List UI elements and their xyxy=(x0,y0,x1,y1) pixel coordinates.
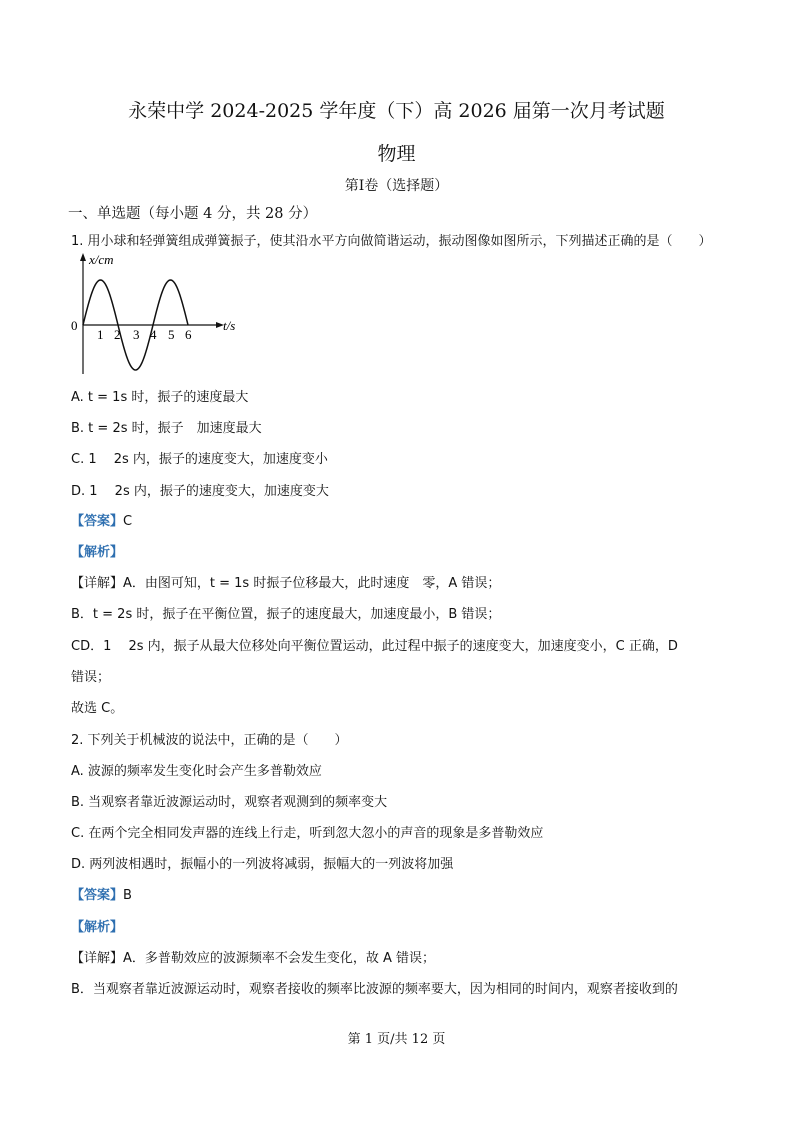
q2-answer-tag: 【答案】 xyxy=(71,888,124,903)
q1-answer: C xyxy=(123,514,133,529)
q1-detail-line: 故选 C。 xyxy=(71,701,124,716)
tick-4: 4 xyxy=(150,327,157,342)
tick-2: 2 xyxy=(114,327,121,342)
q1-option-a: A. t = 1s 时，振子的速度最大 xyxy=(71,390,249,405)
tick-1: 1 xyxy=(97,327,104,342)
volume-label: 第Ⅰ卷（选择题） xyxy=(344,178,449,194)
q1-answer-row xyxy=(71,510,132,529)
q1-option-d: D. 1 2s 内，振子的速度变大，加速度变大 xyxy=(71,484,329,499)
subject-title: 物理 xyxy=(377,143,416,165)
q1-analysis-tag: 【解析】 xyxy=(71,545,124,560)
q1-detail-line: 错误； xyxy=(71,670,111,685)
tick-5: 5 xyxy=(168,327,175,342)
y-axis-label: x/cm xyxy=(89,252,114,267)
tick-3: 3 xyxy=(133,327,140,342)
q1-detail-line: CD．1 2s 内，振子从最大位移处向平衡位置运动，此过程中振子的速度变大，加速度变小，C 正确，D xyxy=(71,639,678,654)
origin-label: 0 xyxy=(71,318,78,333)
q2-answer-row xyxy=(71,884,132,903)
q1-vibration-graph xyxy=(70,250,250,380)
q1-answer-tag: 【答案】 xyxy=(71,514,124,529)
tick-6: 6 xyxy=(185,327,192,342)
q2-analysis-tag: 【解析】 xyxy=(71,920,124,935)
q2-option-d: D. 两列波相遇时，振幅小的一列波将减弱，振幅大的一列波将加强 xyxy=(71,857,454,872)
q2-answer: B xyxy=(123,888,132,903)
q2-option-c: C. 在两个完全相同发声器的连线上行走，听到忽大忽小的声音的现象是多普勒效应 xyxy=(71,826,544,841)
page-footer: 第 1 页/共 12 页 xyxy=(347,1032,446,1047)
q1-option-c: C. 1 2s 内，振子的速度变大，加速度变小 xyxy=(71,452,328,467)
q1-option-b: B. t = 2s 时，振子 加速度最大 xyxy=(71,421,262,436)
y-axis-arrow xyxy=(80,253,86,261)
x-axis-label: t/s xyxy=(223,318,236,333)
section-heading: 一、单选题（每小题 4 分，共 28 分） xyxy=(68,206,318,222)
q1-detail-line: B．t = 2s 时，振子在平衡位置，振子的速度最大，加速度最小，B 错误； xyxy=(71,607,501,622)
q1-detail-line: 【详解】A．由图可知，t = 1s 时振子位移最大，此时速度 零，A 错误； xyxy=(71,576,501,591)
exam-title: 永荣中学 2024-2025 学年度（下）高 2026 届第一次月考试题 xyxy=(128,100,665,122)
q2-detail-line: B．当观察者靠近波源运动时，观察者接收的频率比波源的频率要大，因为相同的时间内，观察者接收到的 xyxy=(71,982,678,997)
q2-detail-line: 【详解】A．多普勒效应的波源频率不会发生变化，故 A 错误； xyxy=(71,951,436,966)
q1-stem: 1. 用小球和轻弹簧组成弹簧振子，使其沿水平方向做简谐运动，振动图像如图所示，下列描述正确的是（ ） xyxy=(71,234,712,249)
q2-stem: 2. 下列关于机械波的说法中，正确的是（ ） xyxy=(71,733,348,748)
q2-option-a: A. 波源的频率发生变化时会产生多普勒效应 xyxy=(71,764,322,779)
q2-option-b: B. 当观察者靠近波源运动时，观察者观测到的频率变大 xyxy=(71,795,388,810)
